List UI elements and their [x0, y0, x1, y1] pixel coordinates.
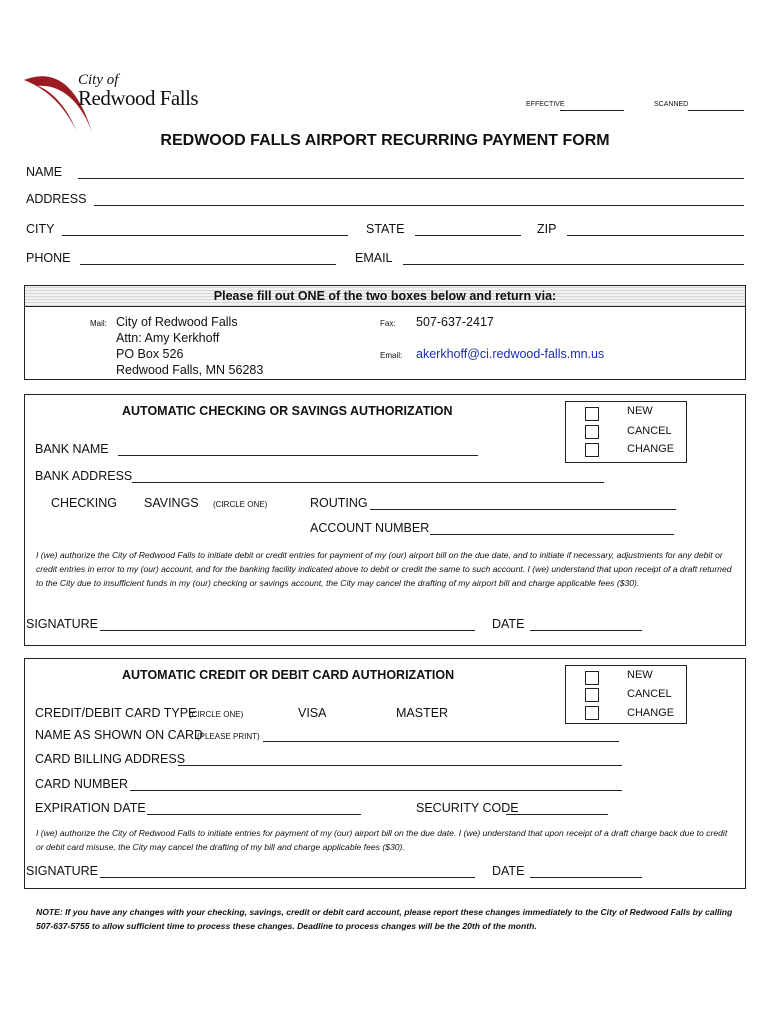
checking-option[interactable]: CHECKING [51, 496, 117, 510]
mail-line: Redwood Falls, MN 56283 [116, 363, 264, 377]
mail-line: City of Redwood Falls [116, 315, 238, 329]
fax-label: Fax: [380, 319, 396, 328]
checking-cancel-checkbox[interactable] [585, 425, 599, 439]
card-new-label: NEW [627, 669, 653, 681]
savings-option[interactable]: SAVINGS [144, 496, 199, 510]
bank-name-label: BANK NAME [35, 442, 109, 456]
checking-signature-label: SIGNATURE [26, 617, 98, 631]
checking-signature-line[interactable] [100, 630, 475, 631]
card-signature-label: SIGNATURE [26, 864, 98, 878]
circle-one-note: (CIRCLE ONE) [213, 500, 268, 509]
checking-date-label: DATE [492, 617, 525, 631]
checking-authorization-text: I (we) authorize the City of Redwood Falls to initiate debit or credit entries for payment of my (our) airport bill on the due date, and to initiate if necessary, adjustments for any debit or credit entries in error to my (our) account, and for the banking facility indicated above to debit or credit the same to such account. I (we) understand that upon receipt of a draft returned to the City due to insufficient funds in my (our) checking or savings account, the City may cancel the drafting of my airport bill and charge applicable fees ($30). [36, 550, 732, 588]
city-line[interactable] [62, 235, 348, 236]
checking-title: AUTOMATIC CHECKING OR SAVINGS AUTHORIZATION [122, 404, 453, 418]
email-contact-value[interactable]: akerkhoff@ci.redwood-falls.mn.us [416, 347, 605, 361]
effective-label: EFFECTIVE [526, 101, 565, 108]
name-label: NAME [26, 165, 63, 179]
card-type-label: CREDIT/DEBIT CARD TYPE [35, 706, 197, 720]
card-number-line[interactable] [130, 790, 622, 791]
card-date-line[interactable] [530, 877, 642, 878]
zip-label: ZIP [537, 222, 557, 236]
security-code-line[interactable] [506, 814, 608, 815]
effective-line[interactable] [560, 110, 624, 111]
name-on-card-label: NAME AS SHOWN ON CARD [35, 728, 204, 742]
state-label: STATE [366, 222, 405, 236]
address-line[interactable] [94, 205, 744, 206]
card-change-checkbox[interactable] [585, 706, 599, 720]
changes-note: NOTE: If you have any changes with your checking, savings, credit or debit card account, please report these changes immediately to the City of Redwood Falls by calling 507-637-5755 to allow sufficient time to process these changes. Deadline to process changes will be the 20th of the month. [36, 907, 733, 931]
account-number-line[interactable] [430, 534, 674, 535]
account-number-label: ACCOUNT NUMBER [310, 521, 430, 535]
phone-line[interactable] [80, 264, 336, 265]
checking-date-line[interactable] [530, 630, 642, 631]
security-code-label: SECURITY CODE [416, 801, 519, 815]
return-banner-text: Please fill out ONE of the two boxes below and return via: [213, 289, 557, 303]
card-change-label: CHANGE [627, 707, 675, 719]
card-cancel-checkbox[interactable] [585, 688, 599, 702]
please-print-note: (PLEASE PRINT) [197, 732, 260, 741]
email-label: EMAIL [355, 251, 393, 265]
expiration-line[interactable] [147, 814, 361, 815]
city-label: CITY [26, 222, 55, 236]
checking-cancel-label: CANCEL [627, 425, 672, 437]
routing-label: ROUTING [310, 496, 368, 510]
checking-new-label: NEW [627, 405, 653, 417]
fax-value: 507-637-2417 [416, 315, 494, 329]
mail-address [116, 314, 263, 378]
city-logo [20, 70, 200, 136]
name-on-card-line[interactable] [263, 741, 619, 742]
routing-line[interactable] [370, 509, 676, 510]
billing-address-label: CARD BILLING ADDRESS [35, 752, 186, 766]
phone-label: PHONE [26, 251, 71, 265]
card-signature-line[interactable] [100, 877, 475, 878]
bank-address-label: BANK ADDRESS [35, 469, 133, 483]
bank-name-line[interactable] [118, 455, 478, 456]
mail-line: PO Box 526 [116, 347, 184, 361]
checking-new-checkbox[interactable] [585, 407, 599, 421]
checking-change-label: CHANGE [627, 443, 675, 455]
scanned-label: SCANNED [654, 101, 689, 108]
email-contact-label: Email: [380, 351, 403, 360]
card-cancel-label: CANCEL [627, 688, 672, 700]
zip-line[interactable] [567, 235, 744, 236]
state-line[interactable] [415, 235, 521, 236]
card-number-label: CARD NUMBER [35, 777, 129, 791]
card-circle-one-note: (CIRCLE ONE) [189, 710, 244, 719]
card-new-checkbox[interactable] [585, 671, 599, 685]
card-authorization-text: I (we) authorize the City of Redwood Falls to initiate entries for payment of my (our) airport bill on the due date. I (we) understand that upon receipt of a draft charge back due to credit or debit card misuse, the City may cancel the drafting of my bill and charge applicable fees ($30). [36, 828, 728, 852]
checking-change-checkbox[interactable] [585, 443, 599, 457]
bank-address-line[interactable] [132, 482, 604, 483]
name-line[interactable] [78, 178, 744, 179]
form-title: REDWOOD FALLS AIRPORT RECURRING PAYMENT FORM [160, 132, 610, 149]
master-option[interactable]: MASTER [396, 706, 449, 720]
scanned-line[interactable] [688, 110, 744, 111]
visa-option[interactable]: VISA [298, 706, 327, 720]
card-title: AUTOMATIC CREDIT OR DEBIT CARD AUTHORIZATION [122, 668, 455, 682]
address-label: ADDRESS [26, 192, 87, 206]
logo-name: Redwood Falls [78, 86, 199, 110]
logo-city-of: City of [78, 72, 119, 88]
email-line[interactable] [403, 264, 744, 265]
mail-line: Attn: Amy Kerkhoff [116, 331, 220, 345]
billing-address-line[interactable] [178, 765, 622, 766]
expiration-label: EXPIRATION DATE [35, 801, 146, 815]
card-date-label: DATE [492, 864, 525, 878]
mail-label: Mail: [90, 319, 107, 328]
